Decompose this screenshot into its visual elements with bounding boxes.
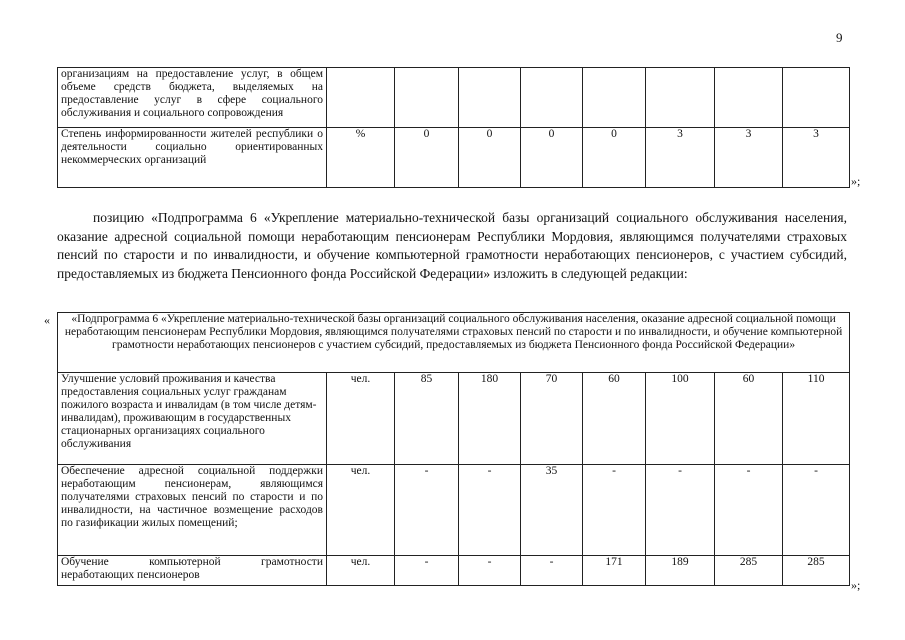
value-cell: 3 — [715, 128, 783, 188]
value-cell: 60 — [715, 373, 783, 465]
subprogram-6-table — [57, 312, 850, 586]
value-cell: 0 — [521, 128, 583, 188]
table-row — [58, 373, 850, 465]
value-cell: 70 — [521, 373, 583, 465]
table-row — [58, 556, 850, 586]
unit-cell: % — [327, 128, 395, 188]
value-cell — [521, 68, 583, 128]
value-cell: 110 — [783, 373, 850, 465]
value-cell: 0 — [395, 128, 459, 188]
closing-quote-mark: »; — [851, 174, 861, 188]
value-cell: 3 — [646, 128, 715, 188]
unit-cell — [327, 68, 395, 128]
value-cell — [459, 68, 521, 128]
indicator-cell: Обучение компьютерной грамотности неработающих пенсионеров — [58, 556, 327, 586]
value-cell: 189 — [646, 556, 715, 586]
indicator-cell: Улучшение условий проживания и качества предоставления социальных услуг гражданам пожилого возраста и инвалидам (в том числе детям-инвалидам), проживающим в государственных стационарных организациях социального обслуживания — [58, 373, 327, 465]
value-cell — [646, 68, 715, 128]
value-cell: - — [715, 465, 783, 556]
indicator-cell: Степень информированности жителей республики о деятельности социально ориентированных некоммерческих организаций — [58, 128, 327, 188]
value-cell: - — [783, 465, 850, 556]
opening-quote-mark: « — [44, 313, 50, 327]
indicator-cell: организациям на предоставление услуг, в общем объеме средств бюджета, выделяемых на предоставление услуг в сфере социального обслуживания и социального сопровождения — [58, 68, 327, 128]
value-cell: 3 — [783, 128, 850, 188]
value-cell: - — [459, 465, 521, 556]
unit-cell: чел. — [327, 465, 395, 556]
value-cell: 0 — [459, 128, 521, 188]
value-cell: 85 — [395, 373, 459, 465]
value-cell: 285 — [783, 556, 850, 586]
body-paragraph: позицию «Подпрограмма 6 «Укрепление материально-технической базы организаций социального обслуживания населения, оказание адресной социальной помощи неработающим пенсионерам Республики Мордовия, являющимся получателями страховых пенсий по старости и по инвалидности, и обучение компьютерной грамотности неработающих пенсионеров, с участием субсидий, предоставляемых из бюджета Пенсионного фонда Российской Федерации» изложить в следующей редакции: — [57, 210, 847, 281]
value-cell: 285 — [715, 556, 783, 586]
indicators-table-continuation — [57, 67, 850, 188]
value-cell — [783, 68, 850, 128]
value-cell — [715, 68, 783, 128]
subprogram-header: «Подпрограмма 6 «Укрепление материально-технической базы организаций социального обслуживания населения, оказание адресной социальной помощи неработающим пенсионерам Республики Мордовия, являющимся получателями страховых пенсий по старости и по инвалидности, и обучение компьютерной грамотности неработающих пенсионеров с участием субсидий, предоставляемых из бюджета Пенсионного фонда Российской Федерации» — [58, 313, 850, 373]
value-cell: - — [646, 465, 715, 556]
value-cell: - — [459, 556, 521, 586]
value-cell: - — [583, 465, 646, 556]
value-cell: 100 — [646, 373, 715, 465]
value-cell: - — [395, 556, 459, 586]
value-cell: 0 — [583, 128, 646, 188]
value-cell — [583, 68, 646, 128]
subprogram-header-row — [58, 313, 850, 373]
closing-quote-mark: »; — [851, 578, 861, 592]
unit-cell: чел. — [327, 556, 395, 586]
value-cell — [395, 68, 459, 128]
value-cell: - — [395, 465, 459, 556]
value-cell: 180 — [459, 373, 521, 465]
table-row — [58, 68, 850, 128]
table-row — [58, 128, 850, 188]
value-cell: 60 — [583, 373, 646, 465]
value-cell: 171 — [583, 556, 646, 586]
unit-cell: чел. — [327, 373, 395, 465]
indicator-cell: Обеспечение адресной социальной поддержки неработающим пенсионерам, являющимся получателями страховых пенсий по старости и по инвалидности, на частичное возмещение расходов по газификации жилых помещений; — [58, 465, 327, 556]
table-row — [58, 465, 850, 556]
page-number: 9 — [836, 30, 843, 45]
value-cell: - — [521, 556, 583, 586]
value-cell: 35 — [521, 465, 583, 556]
